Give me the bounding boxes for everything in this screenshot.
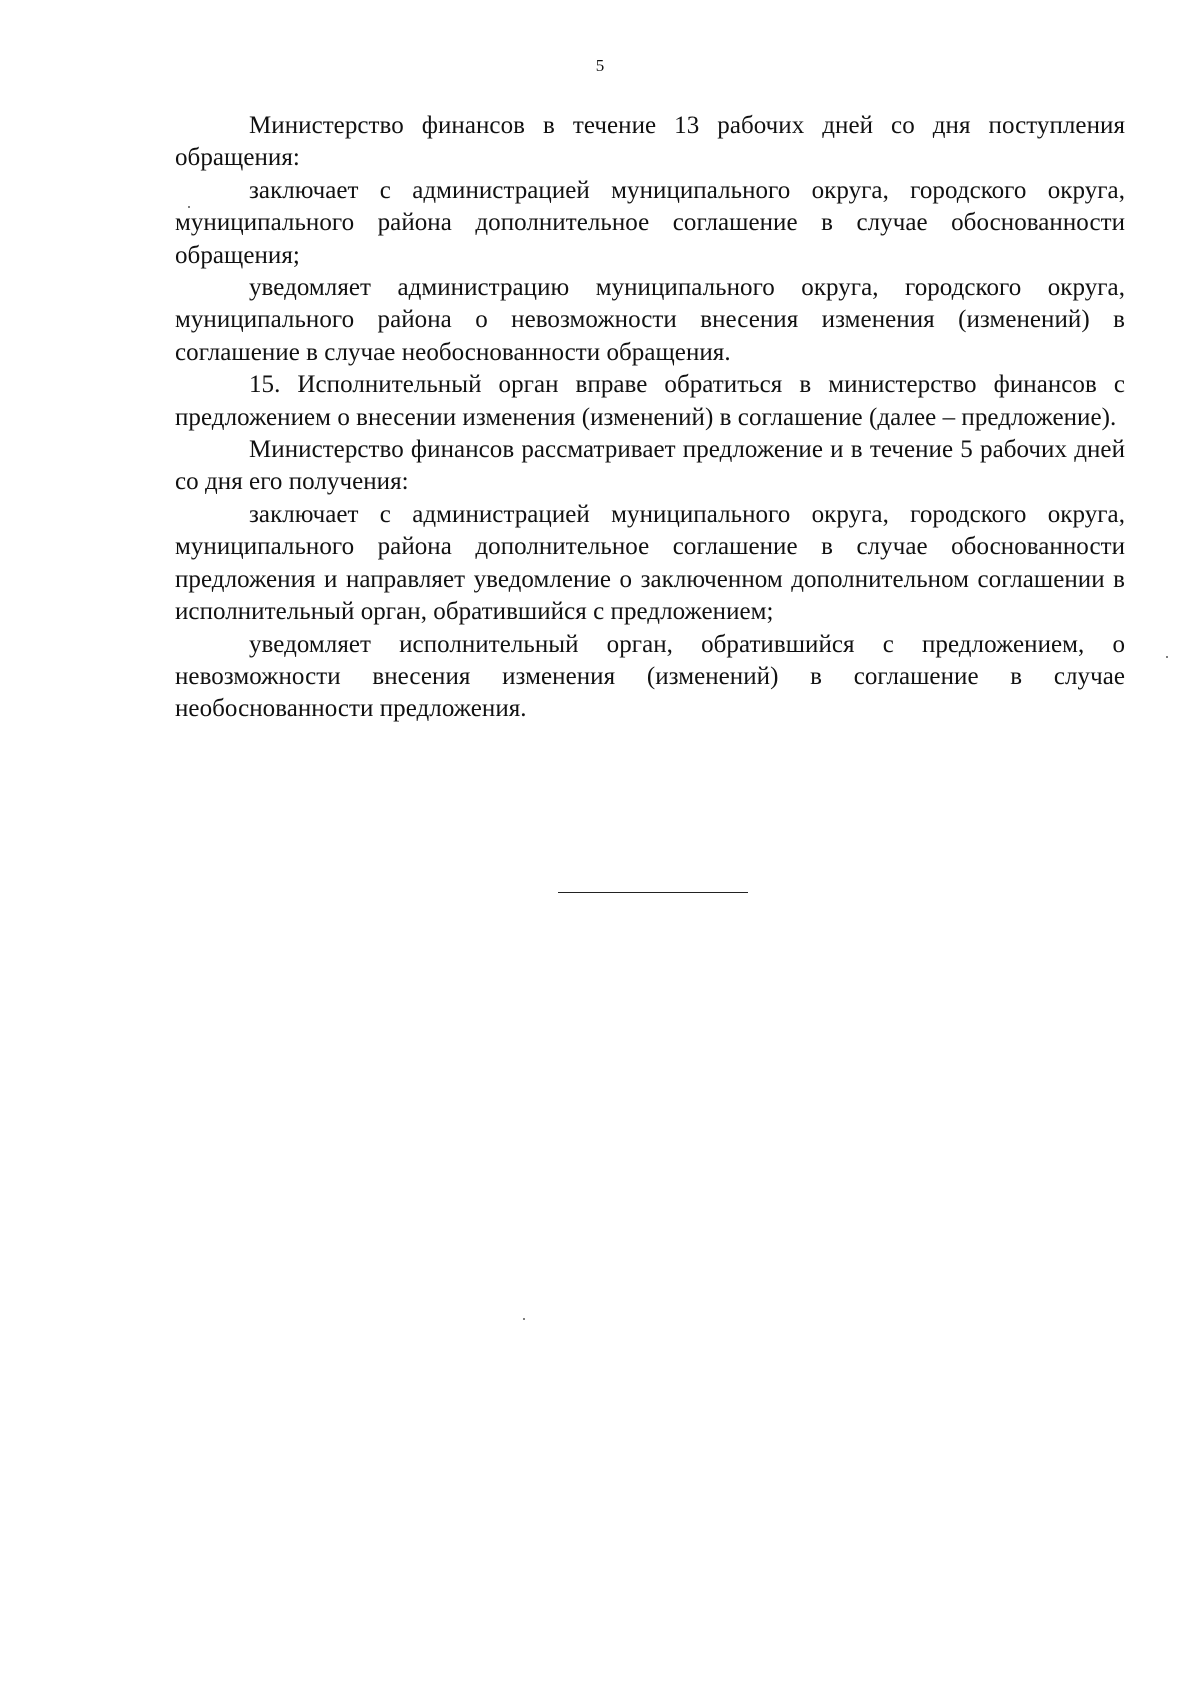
paragraph-item-15: 15. Исполнительный орган вправе обратиться в министерство финансов с предложением о внесении изменения (изменений) в соглашение (далее – предложение).: [175, 371, 1125, 431]
end-separator-line: [558, 892, 748, 893]
document-body: [175, 110, 1125, 726]
paragraph-ministry-deadline: Министерство финансов в течение 13 рабочих дней со дня поступления обращения:: [175, 112, 1125, 172]
scan-speck: [523, 1318, 525, 1320]
scan-speck: [188, 206, 190, 208]
paragraph-notifies-executive-body: уведомляет исполнительный орган, обратившийся с предложением, о невозможности внесения изменения (изменений) в соглашение в случае необоснованности предложения.: [175, 630, 1125, 723]
paragraph-ministry-reviews-proposal: Министерство финансов рассматривает предложение и в течение 5 рабочих дней со дня его получения:: [175, 436, 1125, 496]
page-number: 5: [595, 56, 605, 75]
paragraph-concludes-agreement: заключает с администрацией муниципального округа, городского округа, муниципального района дополнительное соглашение в случае обоснованности обращения;: [175, 176, 1125, 269]
paragraph-notifies-administration: уведомляет администрацию муниципального округа, городского округа, муниципального района о невозможности внесения изменения (изменений) в соглашение в случае необоснованности обращения.: [175, 274, 1125, 366]
scan-speck: [1166, 656, 1168, 658]
paragraph-concludes-additional-agreement: заключает с администрацией муниципального округа, городского округа, муниципального района дополнительное соглашение в случае обоснованности предложения и направляет уведомление о заключенном дополнительном соглашении в исполнительный орган, обратившийся с предложением;: [175, 500, 1125, 626]
